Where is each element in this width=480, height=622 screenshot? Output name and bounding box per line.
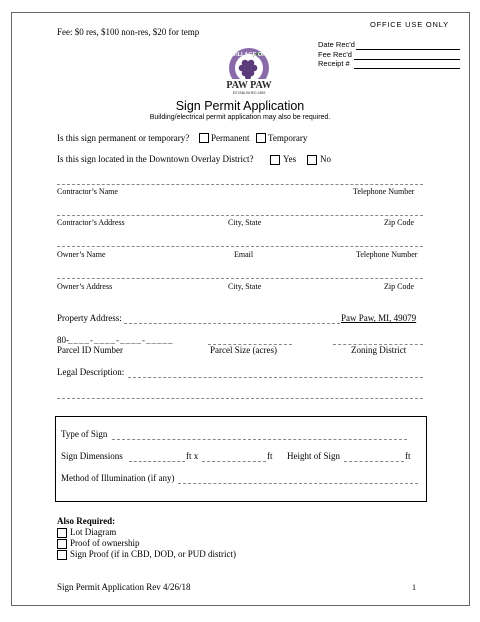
form-subtitle: Building/electrical permit application may also be required. [149,114,331,121]
zoning-district-label: Zoning District [351,345,407,355]
date-recd-field[interactable] [356,49,460,50]
type-of-sign-label: Type of Sign [61,429,108,439]
ft-label-2: ft [405,451,411,461]
illumination-field[interactable] [178,483,418,484]
legal-description-field-2[interactable] [57,398,423,399]
temporary-checkbox[interactable] [256,133,266,143]
page-number: 1 [412,583,416,592]
owner-address-field[interactable] [57,278,423,279]
permanent-label: Permanent [211,133,250,143]
lot-diagram-checkbox[interactable] [57,528,67,538]
owner-city-label: City, State [228,282,262,291]
legal-description-label: Legal Description: [57,367,125,377]
contractor-city-label: City, State [228,218,262,227]
contractor-address-label: Contractor’s Address [57,218,125,227]
no-label: No [320,154,331,164]
logo-arc-text: VILLAGE OF [232,52,266,58]
sign-proof-checkbox[interactable] [57,550,67,560]
sign-proof-label: Sign Proof (if in CBD, DOD, or PUD district) [70,549,236,559]
property-city-text: Paw Paw, MI, 49079 [341,313,417,323]
also-required-heading: Also Required: [57,516,116,526]
height-of-sign-label: Height of Sign [287,451,340,461]
owner-email-label: Email [234,250,254,259]
logo-name: PAW PAW [226,80,272,91]
owner-name-field[interactable] [57,246,423,247]
owner-address-label: Owner’s Address [57,282,113,291]
contractor-zip-label: Zip Code [384,218,414,227]
footer-revision: Sign Permit Application Rev 4/26/18 [57,582,191,592]
parcel-prefix: 80- [57,335,69,345]
fee-recd-field[interactable] [354,59,460,60]
owner-zip-label: Zip Code [384,282,414,291]
property-address-label: Property Address: [57,313,122,323]
question-downtown: Is this sign located in the Downtown Overlay District? [57,154,254,164]
receipt-label: Receipt # [318,59,350,68]
legal-description-field[interactable] [128,377,423,378]
temporary-label: Temporary [268,133,308,143]
parcel-dashes: ____-____-____-_____ [68,335,174,345]
contractor-name-field[interactable] [57,184,423,185]
logo-tagline: ESTABLISHED 1859 [232,91,266,95]
fee-text: Fee: $0 res, $100 non-res, $20 for temp [57,27,200,37]
parcel-size-label: Parcel Size (acres) [210,345,277,355]
property-address-field[interactable] [124,323,340,324]
yes-checkbox[interactable] [270,155,280,165]
type-of-sign-field[interactable] [112,439,407,440]
parcel-id-label: Parcel ID Number [57,345,123,355]
no-checkbox[interactable] [307,155,317,165]
date-recd-label: Date Rec'd [318,40,355,49]
proof-ownership-label: Proof of ownership [70,538,140,548]
sign-width-field[interactable] [129,461,185,462]
sign-height-field[interactable] [344,461,404,462]
sign-length-field[interactable] [202,461,266,462]
receipt-field[interactable] [354,68,460,69]
contractor-phone-label: Telephone Number [353,187,415,196]
grape-seal-icon [220,46,278,96]
illumination-label: Method of Illumination (if any) [61,473,175,483]
contractor-address-field[interactable] [57,215,423,216]
question-permanent: Is this sign permanent or temporary? [57,133,190,143]
lot-diagram-label: Lot Diagram [70,527,117,537]
form-title: Sign Permit Application [175,99,305,113]
proof-ownership-checkbox[interactable] [57,539,67,549]
ft-x-label: ft x [186,451,199,461]
contractor-name-label: Contractor’s Name [57,187,118,196]
yes-label: Yes [283,154,297,164]
village-logo [220,46,278,96]
sign-dimensions-label: Sign Dimensions [61,451,123,461]
owner-name-label: Owner’s Name [57,250,106,259]
owner-phone-label: Telephone Number [356,250,418,259]
ft-label-1: ft [267,451,273,461]
office-use-only-label: OFFICE USE ONLY [370,20,449,29]
permanent-checkbox[interactable] [199,133,209,143]
fee-recd-label: Fee Rec'd [318,50,352,59]
